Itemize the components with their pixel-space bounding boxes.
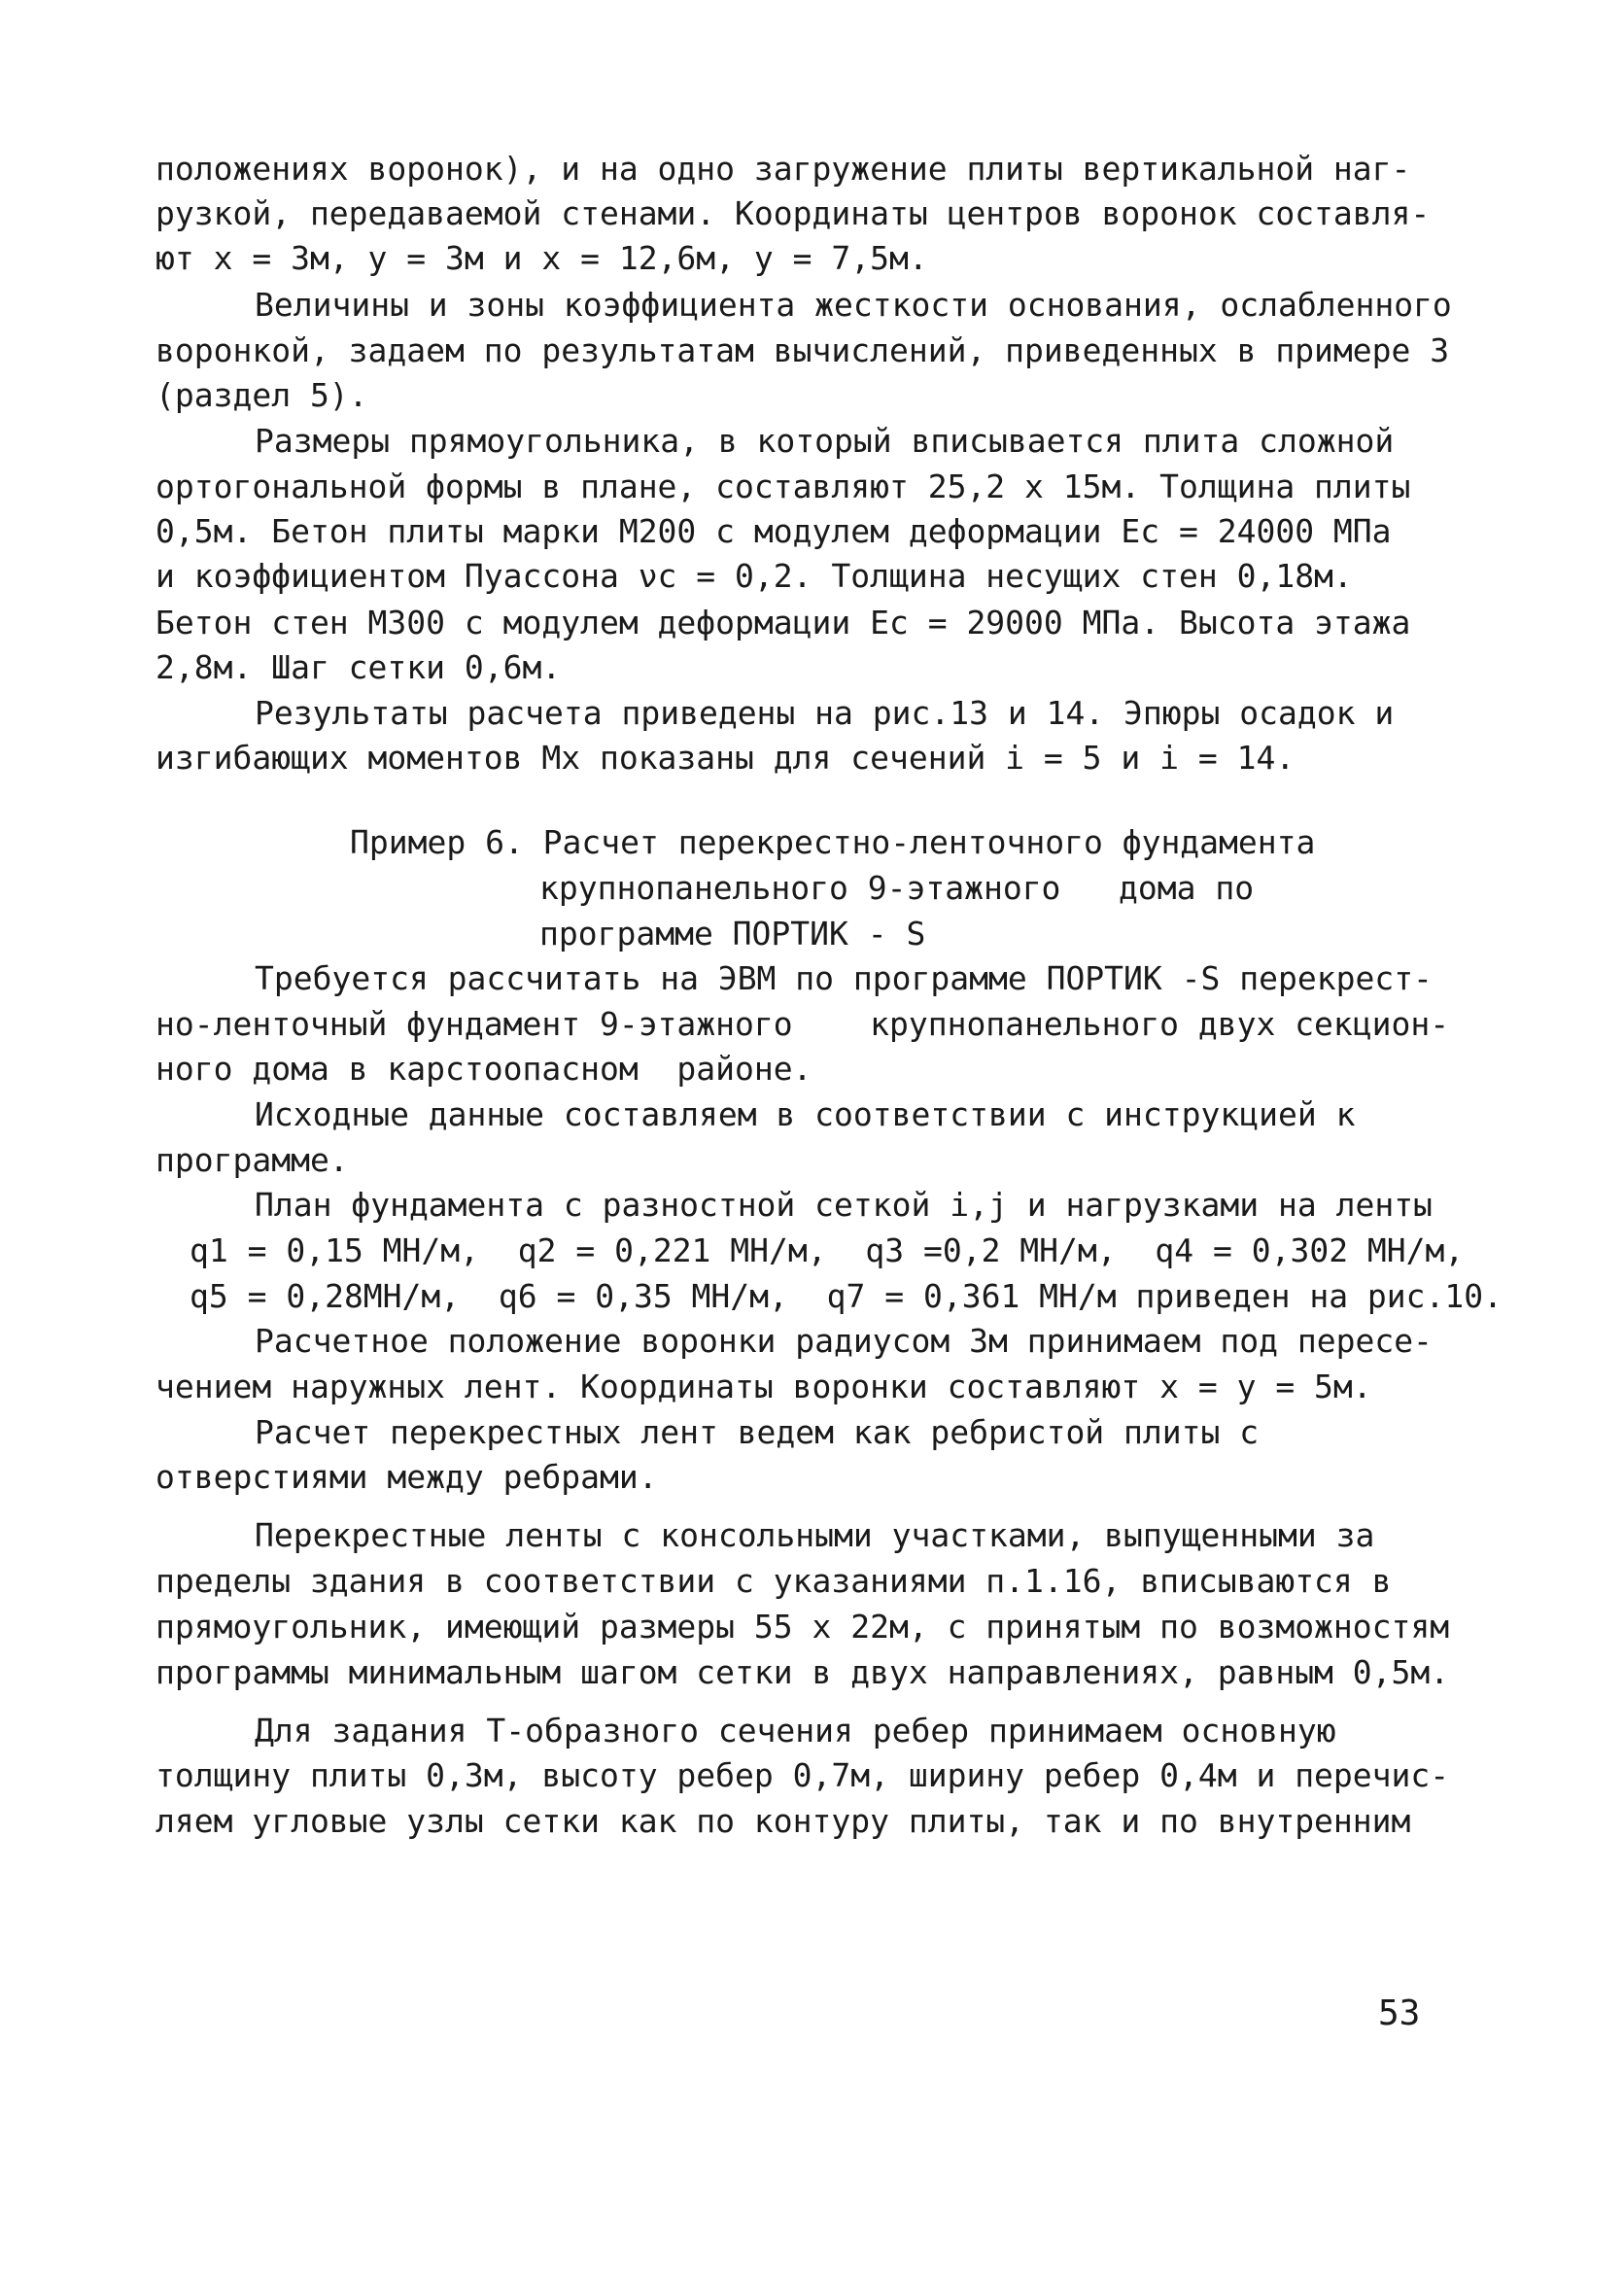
text-line: программе. bbox=[155, 1141, 349, 1179]
text-line: чением наружных лент. Координаты воронки составляют x = y = 5м. bbox=[155, 1368, 1372, 1405]
section-heading: крупнопанельного 9-этажного дома по bbox=[539, 869, 1255, 907]
text-line: рузкой, передаваемой стенами. Координаты центров воронок составля- bbox=[155, 194, 1431, 232]
page-number: 53 bbox=[1378, 1993, 1421, 2033]
text-line: толщину плиты 0,3м, высоту ребер 0,7м, ширину ребер 0,4м и перечис- bbox=[155, 1756, 1450, 1794]
text-line: 0,5м. Бетон плиты марки М200 с модулем деформации Eс = 24000 МПа bbox=[155, 512, 1392, 550]
text-line: ют x = 3м, y = 3м и x = 12,6м, y = 7,5м. bbox=[155, 239, 928, 277]
text-line: q5 = 0,28МН/м, q6 = 0,35 МН/м, q7 = 0,361 МН/м приведен на рис.10. bbox=[190, 1277, 1503, 1315]
text-line: Исходные данные составляем в соответствии с инструкцией к bbox=[255, 1095, 1356, 1133]
text-line: ного дома в карстоопасном районе. bbox=[155, 1050, 812, 1088]
text-line: ортогональной формы в плане, составляют 25,2 х 15м. Толщина плиты bbox=[155, 468, 1411, 505]
text-line: Расчетное положение воронки радиусом 3м принимаем под пересе- bbox=[255, 1322, 1433, 1360]
section-heading: программе ПОРТИК - S bbox=[539, 915, 926, 953]
text-line: ляем угловые узлы сетки как по контуру плиты, так и по внутренним bbox=[155, 1802, 1411, 1840]
section-heading: Пример 6. Расчет перекрестно-ленточного фундамента bbox=[350, 823, 1316, 861]
text-line: Результаты расчета приведены на рис.13 и 14. Эпюры осадок и bbox=[255, 694, 1395, 732]
text-line: (раздел 5). bbox=[155, 376, 368, 414]
text-line: Бетон стен М300 с модулем деформации Eс = 29000 МПа. Высота этажа bbox=[155, 604, 1411, 641]
text-line: прямоугольник, имеющий размеры 55 х 22м, с принятым по возможностям bbox=[155, 1608, 1450, 1646]
text-line: Размеры прямоугольника, в который вписывается плита сложной bbox=[255, 422, 1395, 460]
text-line: программы минимальным шагом сетки в двух направлениях, равным 0,5м. bbox=[155, 1653, 1450, 1691]
text-line: воронкой, задаем по результатам вычислений, приведенных в примере 3 bbox=[155, 331, 1450, 369]
text-line: изгибающих моментов Mх показаны для сечений i = 5 и i = 14. bbox=[155, 739, 1296, 777]
text-line: Для задания Т-образного сечения ребер принимаем основную bbox=[255, 1712, 1336, 1750]
text-line: q1 = 0,15 МН/м, q2 = 0,221 МН/м, q3 =0,2 МН/м, q4 = 0,302 МН/м, bbox=[190, 1231, 1465, 1269]
text-line: Перекрестные ленты с консольными участками, выпущенными за bbox=[255, 1516, 1375, 1554]
text-line: План фундамента с разностной сеткой i,j и нагрузками на ленты bbox=[255, 1186, 1433, 1224]
text-line: отверстиями между ребрами. bbox=[155, 1458, 658, 1496]
text-line: Требуется рассчитать на ЭВМ по программе ПОРТИК -S перекрест- bbox=[255, 959, 1433, 997]
text-line: но-ленточный фундамент 9-этажного крупнопанельного двух секцион- bbox=[155, 1005, 1450, 1043]
text-line: Величины и зоны коэффициента жесткости основания, ослабленного bbox=[255, 286, 1452, 324]
text-line: и коэффициентом Пуассона νс = 0,2. Толщина несущих стен 0,18м. bbox=[155, 557, 1353, 595]
text-line: Расчет перекрестных лент ведем как ребристой плиты с bbox=[255, 1413, 1260, 1451]
text-line: 2,8м. Шаг сетки 0,6м. bbox=[155, 648, 562, 686]
text-line: положениях воронок), и на одно загружение плиты вертикальной наг- bbox=[155, 150, 1411, 188]
text-line: пределы здания в соответствии с указаниями п.1.16, вписываются в bbox=[155, 1562, 1392, 1600]
